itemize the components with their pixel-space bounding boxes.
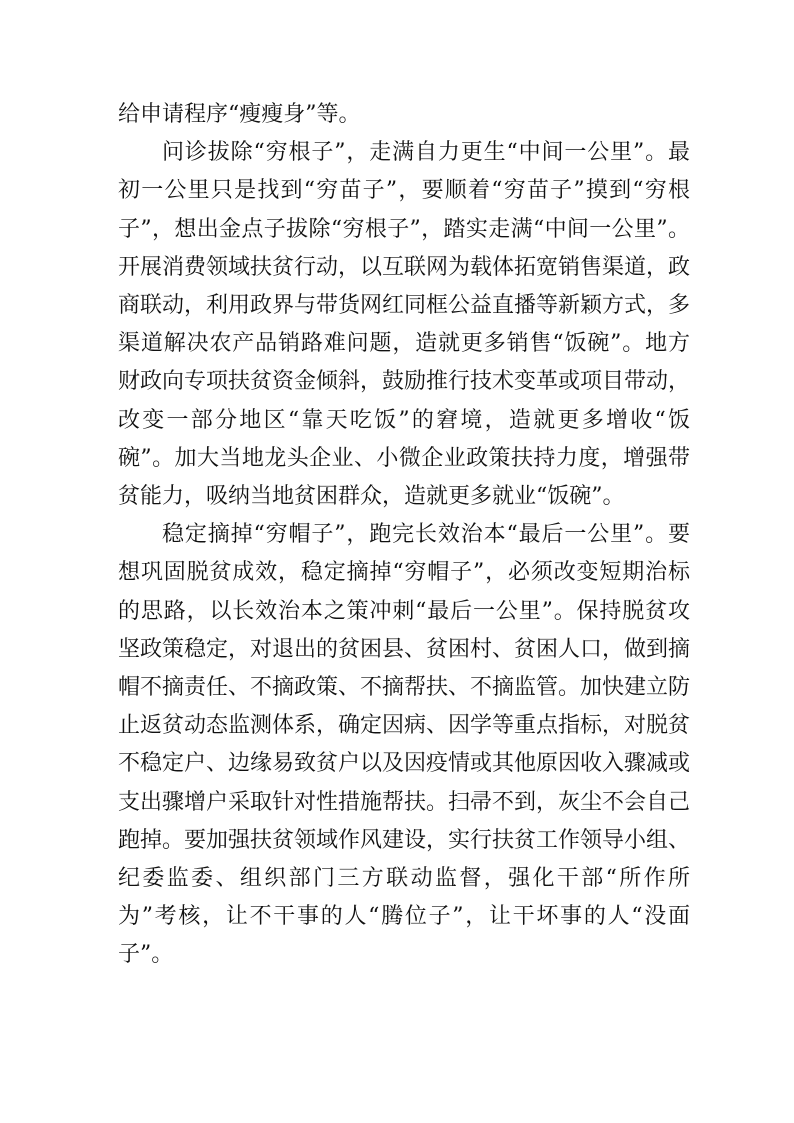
paragraph-continuation: 给申请程序“瘦瘦身”等。 [118, 102, 361, 127]
paragraph-root-of-poverty: 问诊拔除“穷根子”，走满自力更生“中间一公里”。最初一公里只是找到“穷苗子”，要顺着“穷苗子”摸到“穷根子”，想出金点子拔除“穷根子”，踏实走满“中间一公里”。开展消费领域扶贫行动，以互联网为载体拓宽销售渠道，政商联动，利用政界与带货网红同框公益直播等新颖方式，多渠道解决农产品销路难问题，造就更多销售“饭碗”。地方财政向专项扶贫资金倾斜，鼓励推行技术变革或项目带动，改变一部分地区“靠天吃饭”的窘境，造就更多增收“饭碗”。加大当地龙头企业、小微企业政策扶持力度，增强带贫能力，吸纳当地贫困群众，造就更多就业“饭碗”。 [118, 140, 691, 510]
document-body [118, 96, 690, 975]
paragraph-poverty-hat: 稳定摘掉“穷帽子”，跑完长效治本“最后一公里”。要想巩固脱贫成效，稳定摘掉“穷帽子”，必须改变短期治标的思路，以长效治本之策冲刺“最后一公里”。保持脱贫攻坚政策稳定，对退出的贫困县、贫困村、贫困人口，做到摘帽不摘责任、不摘政策、不摘帮扶、不摘监管。加快建立防止返贫动态监测体系，确定因病、因学等重点指标，对脱贫不稳定户、边缘易致贫户以及因疫情或其他原因收入骤减或支出骤增户采取针对性措施帮扶。扫帚不到，灰尘不会自己跑掉。要加强扶贫领域作风建设，实行扶贫工作领导小组、纪委监委、组织部门三方联动监督，强化干部“所作所为”考核，让不干事的人“腾位子”，让干坏事的人“没面子”。 [118, 522, 691, 968]
